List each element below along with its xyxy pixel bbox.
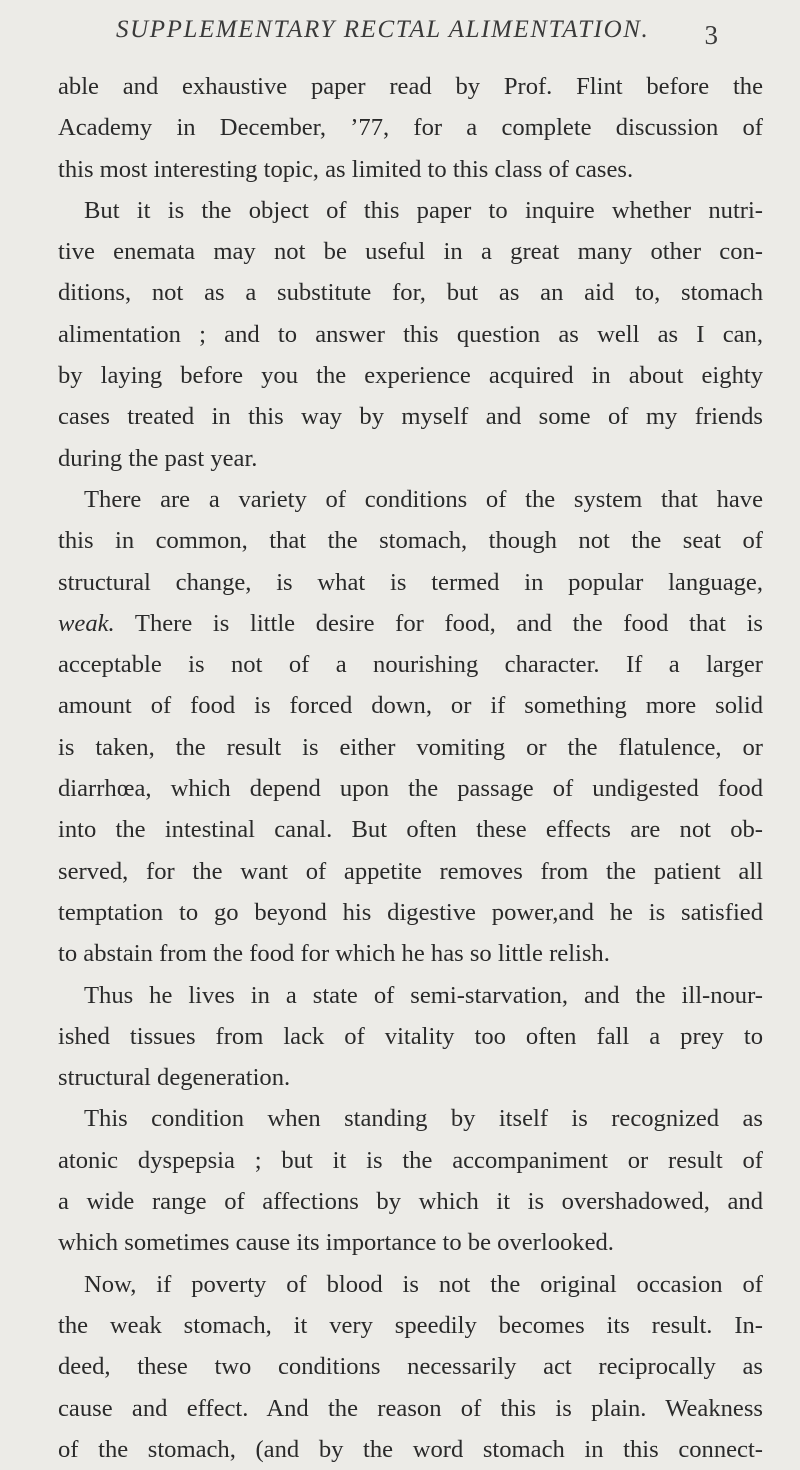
text-line: this in common, that the stomach, though not the seat of — [58, 527, 763, 555]
text-line: ditions, not as a substitute for, but as an aid to, stomach — [58, 279, 763, 307]
italic-word: weak. — [58, 609, 115, 637]
text-line: Thus he lives in a state of semi-starvation, and the ill-nour- — [84, 981, 763, 1009]
text-line: served, for the want of appetite removes from the patient all — [58, 857, 763, 885]
text-line: is taken, the result is either vomiting or the flatulence, or — [58, 733, 763, 761]
running-head — [58, 0, 758, 50]
text-line: of the stomach, (and by the word stomach in this connect- — [58, 1435, 763, 1463]
text-line: structural degeneration. — [58, 1064, 291, 1092]
text-line: during the past year. — [58, 444, 258, 472]
page-number: 3 — [704, 20, 718, 50]
text-line — [58, 603, 763, 644]
text-line: deed, these two conditions necessarily act reciprocally as — [58, 1353, 763, 1381]
text-line: into the intestinal canal. But often these effects are not ob- — [58, 816, 763, 844]
text-line: temptation to go beyond his digestive power,and he is satisfied — [58, 898, 763, 926]
text-line: This condition when standing by itself is recognized as — [84, 1105, 763, 1133]
text-line: this most interesting topic, as limited to this class of cases. — [58, 155, 634, 183]
text-line: amount of food is forced down, or if something more solid — [58, 692, 763, 720]
text-line: There are a variety of conditions of the system that have — [84, 485, 763, 513]
text-line: which sometimes cause its importance to be overlooked. — [58, 1229, 614, 1257]
text-line: to abstain from the food for which he has so little relish. — [58, 940, 610, 968]
text-line-rest: There is little desire for food, and the food that is — [134, 609, 763, 637]
text-line: Now, if poverty of blood is not the original occasion of — [84, 1270, 763, 1298]
text-line: diarrhœa, which depend upon the passage of undigested food — [58, 775, 763, 803]
text-line: a wide range of affections by which it is overshadowed, and — [58, 1188, 763, 1216]
running-title: SUPPLEMENTARY RECTAL ALIMENTATION. — [116, 16, 650, 43]
text-line: acceptable is not of a nourishing character. If a larger — [58, 651, 763, 679]
text-line: the weak stomach, it very speedily becomes its result. In- — [58, 1311, 763, 1339]
text-line: by laying before you the experience acquired in about eighty — [58, 362, 763, 390]
text-line: cause and effect. And the reason of this is plain. Weakness — [58, 1394, 763, 1422]
text-line: But it is the object of this paper to inquire whether nutri- — [84, 196, 763, 224]
text-line: structural change, is what is termed in popular language, — [58, 568, 763, 596]
text-line: atonic dyspepsia ; but it is the accompaniment or result of — [58, 1146, 763, 1174]
text-line: ished tissues from lack of vitality too often fall a prey to — [58, 1022, 763, 1050]
text-line: Academy in December, ’77, for a complete discussion of — [58, 114, 763, 142]
body-text — [58, 66, 763, 1470]
text-line: alimentation ; and to answer this question as well as I can, — [58, 320, 763, 348]
text-line: tive enemata may not be useful in a great many other con- — [58, 238, 763, 266]
text-line: cases treated in this way by myself and some of my friends — [58, 403, 763, 431]
text-line: able and exhaustive paper read by Prof. Flint before the — [58, 73, 763, 100]
